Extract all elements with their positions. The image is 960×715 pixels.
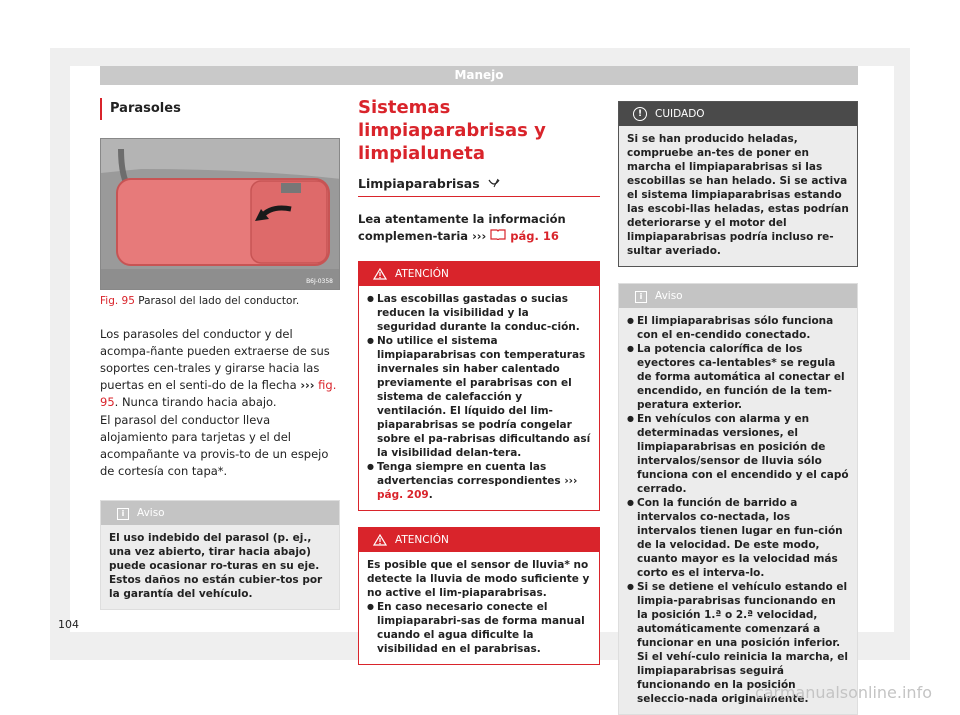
right-column xyxy=(618,101,858,715)
chapter-header: Manejo xyxy=(100,66,858,85)
intro-paragraph xyxy=(358,211,600,245)
caution-box xyxy=(618,101,858,267)
aviso-title: Aviso xyxy=(137,507,165,519)
reference-arrows: ››› xyxy=(300,378,315,392)
wiper-icon xyxy=(488,178,500,188)
warning-box-2 xyxy=(358,527,600,665)
aviso-box xyxy=(100,500,340,610)
warning-item: ● Las escobillas gastadas o sucias reducen la visibilidad y la seguridad durante la conduc-ción. xyxy=(367,292,591,334)
warning-item-text: . xyxy=(428,489,433,501)
page-number: 104 xyxy=(58,618,79,631)
page-reference-link[interactable]: pág. 209 xyxy=(377,489,429,501)
watermark: carmanualsonline.info xyxy=(754,683,932,702)
title-rule xyxy=(358,196,600,197)
warning-item xyxy=(367,460,591,502)
paragraph-visor-features: El parasol del conductor lleva alojamiento para tarjetas y el del acompañante va provis-to de un espejo de cortesía con tapa*. xyxy=(100,413,329,478)
figure-code: B6J-0358 xyxy=(306,278,333,285)
warning-body xyxy=(359,552,599,664)
reference-arrows: ››› xyxy=(472,229,487,243)
warning-intro: Es posible que el sensor de lluvia* no detecte la lluvia de modo suficiente y no active el lim-piaparabrisas. xyxy=(367,559,590,599)
figure-number: Fig. 95 xyxy=(100,295,135,307)
figure-caption xyxy=(100,294,340,308)
intro-text: Lea atentamente la información complemen-taria xyxy=(358,212,566,243)
aviso-header xyxy=(619,284,857,308)
paragraph-text: Los parasoles del conductor y del acompa-ñante pueden extraerse de sus soportes cen-trales y girarse hacia las puertas en el senti-do de la flecha xyxy=(100,327,330,392)
warning-header xyxy=(359,528,599,552)
caution-body: Si se han producido heladas, compruebe an-tes de poner en marcha el limpiaparabrisas si las escobillas se han helado. Si se activa el sistema limpiaparabrisas estando las escobi-llas heladas, estas podrían deteriorarse y el motor del limpiaparabrisas podría incluso re-sultar averiado. xyxy=(619,126,857,266)
warning-title: ATENCIÓN xyxy=(395,534,449,546)
aviso-item: ● El limpiaparabrisas sólo funciona con el en-cendido conectado. xyxy=(627,314,849,342)
aviso-title: Aviso xyxy=(655,290,683,302)
warning-item-text: Tenga siempre en cuenta las advertencias correspondientes xyxy=(377,461,565,487)
aviso-header xyxy=(101,501,339,525)
warning-item: ● No utilice el sistema limpiaparabrisas con temperaturas invernales sin haber calentado previamente el parabrisas con el sistema de calefacción y ventilación. El líquido del lim-piaparabrisas se podría congelar sobre el pa-rabrisas dificultando así la visibilidad delan-tera. xyxy=(367,334,591,460)
aviso-item: ● Con la función de barrido a intervalos co-nectada, los intervalos tienen lugar en fun-ción de la velocidad. De este modo, cuanto mayor es la velocidad más corto es el interva-lo. xyxy=(627,496,849,580)
left-column xyxy=(100,96,340,610)
info-icon: i xyxy=(635,291,647,303)
aviso-box-right xyxy=(618,283,858,715)
reference-arrows: ››› xyxy=(564,475,578,487)
caution-icon: ! xyxy=(633,107,647,121)
book-icon xyxy=(490,228,506,240)
warning-title: ATENCIÓN xyxy=(395,268,449,280)
paragraph-visor-usage xyxy=(100,326,340,411)
warning-header xyxy=(359,262,599,286)
aviso-body: El uso indebido del parasol (p. ej., una vez abierto, tirar hacia abajo) puede ocasionar ro-turas en su eje. Estos daños no están cubier-tos por la garantía del vehículo. xyxy=(109,532,323,600)
caution-header xyxy=(619,102,857,126)
subsection-title-text: Limpiaparabrisas xyxy=(358,176,480,191)
warning-body xyxy=(359,286,599,510)
figure-sun-visor xyxy=(100,138,340,290)
aviso-item: ● La potencia calorífica de los eyectores ca-lentables* se regula de forma automática al conectar el encendido, en función de la tem-peratura exterior. xyxy=(627,342,849,412)
middle-column xyxy=(358,96,600,665)
aviso-item: ● En vehículos con alarma y en determinadas versiones, el limpiaparabrisas en posición de intervalos/sensor de lluvia sólo funciona con el encendido y el capó cerrado. xyxy=(627,412,849,496)
warning-triangle-icon xyxy=(373,268,387,280)
warning-box-1 xyxy=(358,261,600,511)
warning-triangle-icon xyxy=(373,534,387,546)
page-reference-link[interactable]: pág. 16 xyxy=(506,229,559,243)
figure-caption-text: Parasol del lado del conductor. xyxy=(138,295,300,307)
aviso-item: ● Si se detiene el vehículo estando el limpia-parabrisas funcionando en la posición 1.ª o 2.ª velocidad, automáticamente comenzará a funcionar en una posición inferior. Si el vehí-culo reinicia la marcha, el limpiaparabrisas seguirá funcionando en la posición seleccio-nada originalmente. xyxy=(627,580,849,706)
sun-visor-illustration xyxy=(101,139,340,290)
info-icon: i xyxy=(117,508,129,520)
section-title: Parasoles xyxy=(100,98,340,120)
chapter-section-title: Sistemas limpiaparabrisas y limpialuneta xyxy=(358,97,546,164)
subsection-title xyxy=(358,175,600,193)
aviso-body xyxy=(619,308,857,714)
caution-title: CUIDADO xyxy=(655,108,705,120)
paragraph-text: . Nunca tirando hacia abajo. xyxy=(114,395,277,409)
figure-reference-link[interactable]: fig. 95 xyxy=(100,378,337,409)
warning-item: ● En caso necesario conecte el limpiaparabri-sas de forma manual cuando el agua dificulte la visibilidad en el parabrisas. xyxy=(367,600,591,656)
